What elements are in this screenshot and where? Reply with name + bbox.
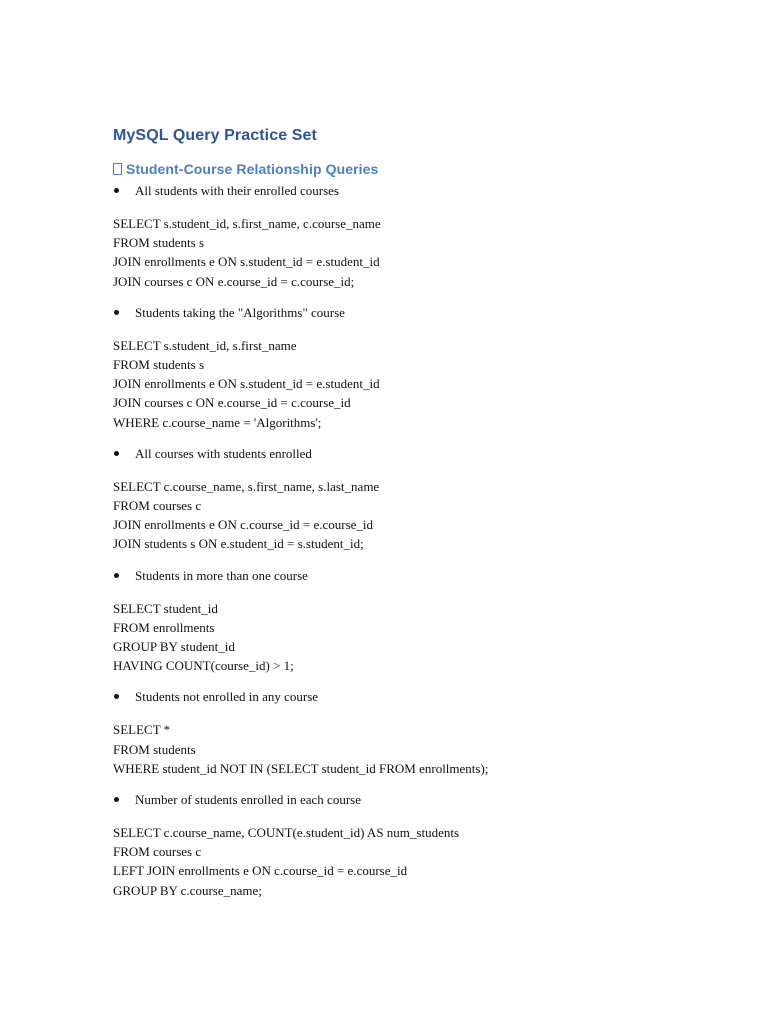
- document-page: [113, 124, 733, 913]
- code-line: SELECT student_id: [113, 600, 218, 616]
- bullet-icon: [113, 791, 135, 809]
- list-item: [113, 182, 733, 200]
- code-line: SELECT s.student_id, s.first_name, c.course_name: [113, 216, 381, 231]
- missing-glyph-icon: [113, 163, 122, 175]
- code-line: FROM enrollments: [113, 619, 215, 635]
- bullet-icon: [113, 445, 135, 463]
- list-item-text: Number of students enrolled in each course: [135, 792, 361, 808]
- list-item: [113, 304, 733, 322]
- list-item: [113, 445, 733, 463]
- document-title: MySQL Query Practice Set: [113, 127, 317, 144]
- query-list: [113, 182, 733, 900]
- sql-code-block: [113, 336, 733, 432]
- bullet-icon: [113, 688, 135, 706]
- code-line: SELECT *: [113, 722, 171, 738]
- code-line: FROM students s: [113, 357, 205, 373]
- bullet-icon: [113, 304, 135, 322]
- code-line: HAVING COUNT(course_id) > 1;: [113, 658, 294, 674]
- list-item-text: Students not enrolled in any course: [135, 689, 319, 705]
- code-line: SELECT c.course_name, s.first_name, s.last_name: [113, 478, 380, 494]
- list-item-text: Students in more than one course: [135, 567, 308, 583]
- code-line: FROM students: [113, 741, 196, 757]
- sql-code-block: [113, 823, 733, 900]
- list-item: [113, 688, 733, 706]
- code-line: SELECT c.course_name, COUNT(e.student_id) AS num_students: [113, 825, 460, 841]
- code-line: JOIN enrollments e ON c.course_id = e.course_id: [113, 517, 374, 533]
- section-heading-text: Student-Course Relationship Queries: [126, 161, 379, 177]
- code-line: JOIN enrollments e ON s.student_id = e.student_id: [113, 376, 380, 392]
- list-item-text: All courses with students enrolled: [135, 445, 312, 461]
- sql-code-block: [113, 214, 733, 291]
- code-line: GROUP BY student_id: [113, 639, 235, 655]
- code-line: JOIN courses c ON e.course_id = c.course_id;: [113, 273, 355, 289]
- code-line: JOIN courses c ON e.course_id = c.course_id: [113, 395, 351, 411]
- code-line: SELECT s.student_id, s.first_name: [113, 337, 297, 353]
- code-line: FROM students s: [113, 235, 205, 251]
- list-item: [113, 791, 733, 809]
- code-line: LEFT JOIN enrollments e ON c.course_id = e.course_id: [113, 863, 408, 879]
- bullet-icon: [113, 567, 135, 585]
- list-item-text: All students with their enrolled courses: [135, 183, 339, 198]
- list-item-text: Students taking the "Algorithms" course: [135, 304, 345, 320]
- code-line: GROUP BY c.course_name;: [113, 882, 262, 898]
- sql-code-block: [113, 599, 733, 676]
- code-line: JOIN enrollments e ON s.student_id = e.student_id: [113, 254, 380, 270]
- code-line: WHERE student_id NOT IN (SELECT student_id FROM enrollments);: [113, 760, 489, 776]
- list-item: [113, 567, 733, 585]
- code-line: WHERE c.course_name = 'Algorithms';: [113, 414, 322, 430]
- section-heading: [113, 159, 733, 179]
- sql-code-block: [113, 477, 733, 554]
- code-line: FROM courses c: [113, 844, 202, 860]
- bullet-icon: [113, 182, 135, 200]
- code-line: JOIN students s ON e.student_id = s.student_id;: [113, 536, 364, 552]
- sql-code-block: [113, 720, 733, 778]
- code-line: FROM courses c: [113, 498, 202, 514]
